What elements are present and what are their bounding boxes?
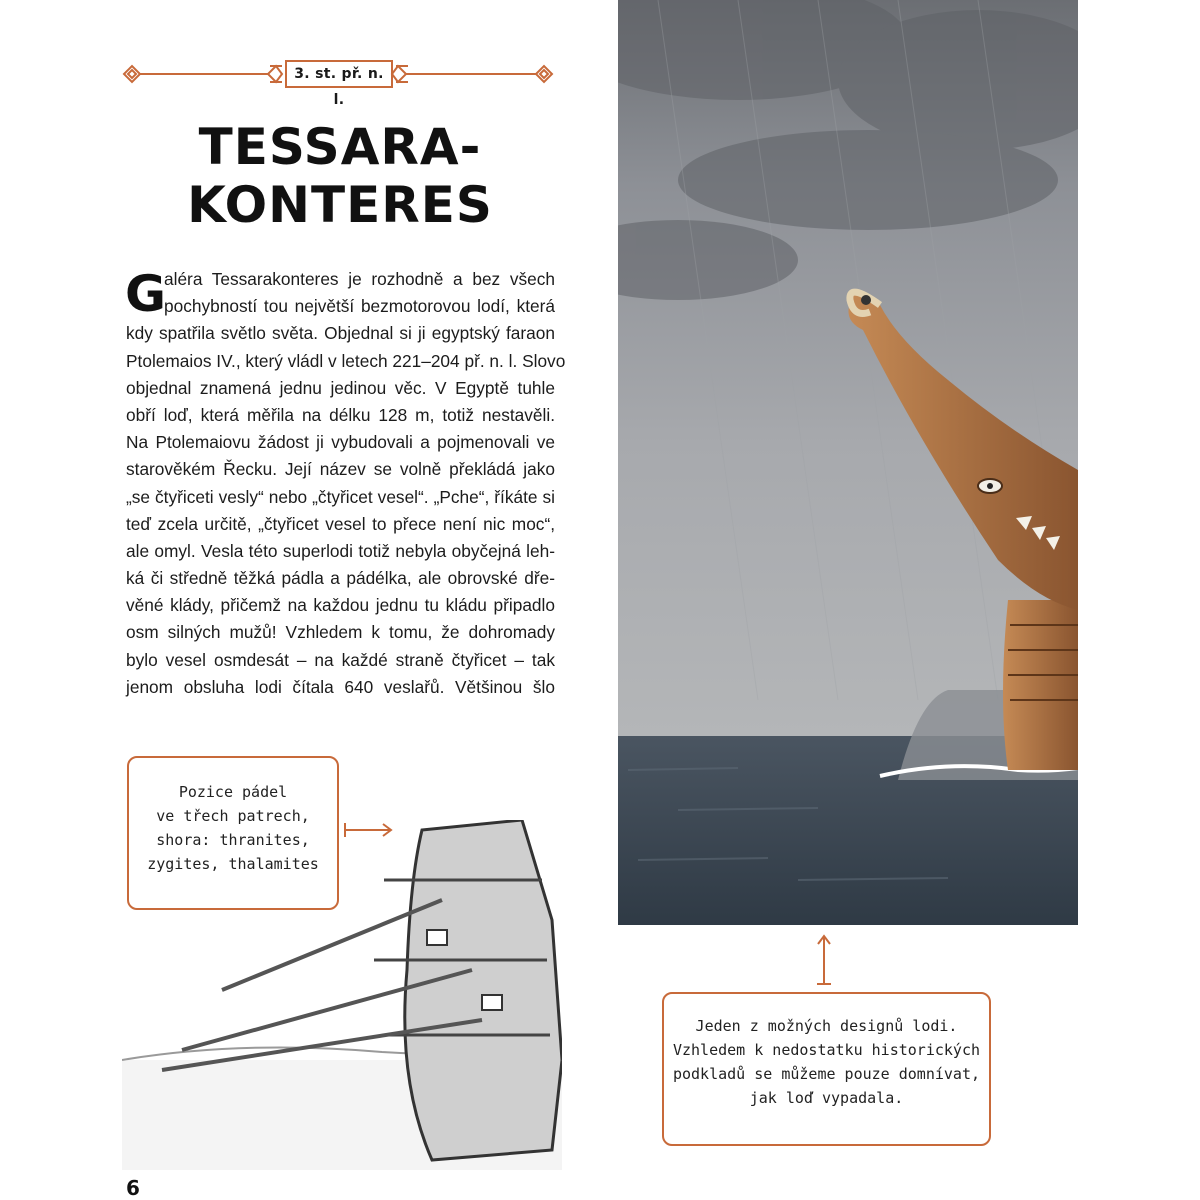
body-line: bylo vesel osmdesát – na každé straně čtyřicet – tak	[126, 649, 555, 670]
ship-illustration	[618, 0, 1078, 925]
drop-cap: G	[125, 265, 167, 323]
design-callout	[662, 992, 991, 1146]
callout-line: zygites, thalamites	[147, 855, 319, 873]
body-line: teď zcela určitě, „čtyřicet vesel to přece není nic moc“,	[126, 513, 555, 534]
body-line: Ptolemaios IV., který vládl v letech 221–204 př. n. l. Slovo	[126, 350, 566, 371]
callout-line: podkladů se můžeme pouze domnívat,	[672, 1065, 981, 1083]
body-line: objednal znamená jednu jedinou věc. V Egyptě tuhle	[126, 377, 555, 398]
body-line: obří loď, která měřila na délku 128 m, totiž nestavěli.	[126, 404, 555, 425]
page-number: 6	[126, 1176, 140, 1200]
callout-line: Pozice pádel	[178, 783, 288, 801]
body-line: pochybností tou největší bezmotorovou lodí, která	[164, 296, 555, 317]
callout-line: jak loď vypadala.	[749, 1089, 904, 1107]
callout-line: ve třech patrech,	[156, 807, 310, 825]
arrow-up-icon	[814, 934, 834, 990]
body-text	[126, 266, 566, 701]
design-callout-text	[664, 1014, 989, 1110]
body-line: aléra Tessarakonteres je rozhodně a bez všech	[164, 269, 555, 289]
title-line-1: TESSARA-	[198, 118, 482, 176]
page-title	[120, 118, 560, 234]
era-label: 3. st. př. n. l.	[294, 66, 384, 108]
body-line: osm silných mužů! Vzhledem k tomu, že dohromady	[126, 622, 555, 643]
body-line: kdy spatřila světlo světa. Objednal si ji egyptský faraon	[126, 323, 555, 344]
title-line-2: KONTERES	[187, 176, 493, 234]
body-line: věné klády, přičemž na každou jednu tu kládu připadlo	[126, 595, 555, 616]
body-line: jenom obsluha lodi čítala 640 veslařů. Většinou šlo	[126, 676, 555, 697]
body-line: starověkém Řecku. Její název se volně překládá jako	[126, 459, 555, 480]
galley-prow-illustration	[618, 0, 1078, 925]
callout-line: Jeden z možných designů lodi.	[695, 1017, 958, 1035]
body-line: Na Ptolemaiovu žádost ji vybudovali a pojmenovali ve	[126, 432, 555, 453]
body-line: ká či středně těžká pádla a pádélka, ale obrovské dře-	[126, 568, 555, 589]
callout-line: shora: thranites,	[156, 831, 310, 849]
galley-cross-section-illustration	[122, 820, 562, 1170]
body-line: „se čtyřiceti vesly“ nebo „čtyřicet vesel“. „Pche“, říkáte si	[126, 486, 555, 507]
body-line: ale omyl. Vesla této superlodi totiž nebyla obyčejná leh-	[126, 540, 555, 561]
callout-line: Vzhledem k nedostatku historických	[672, 1041, 981, 1059]
